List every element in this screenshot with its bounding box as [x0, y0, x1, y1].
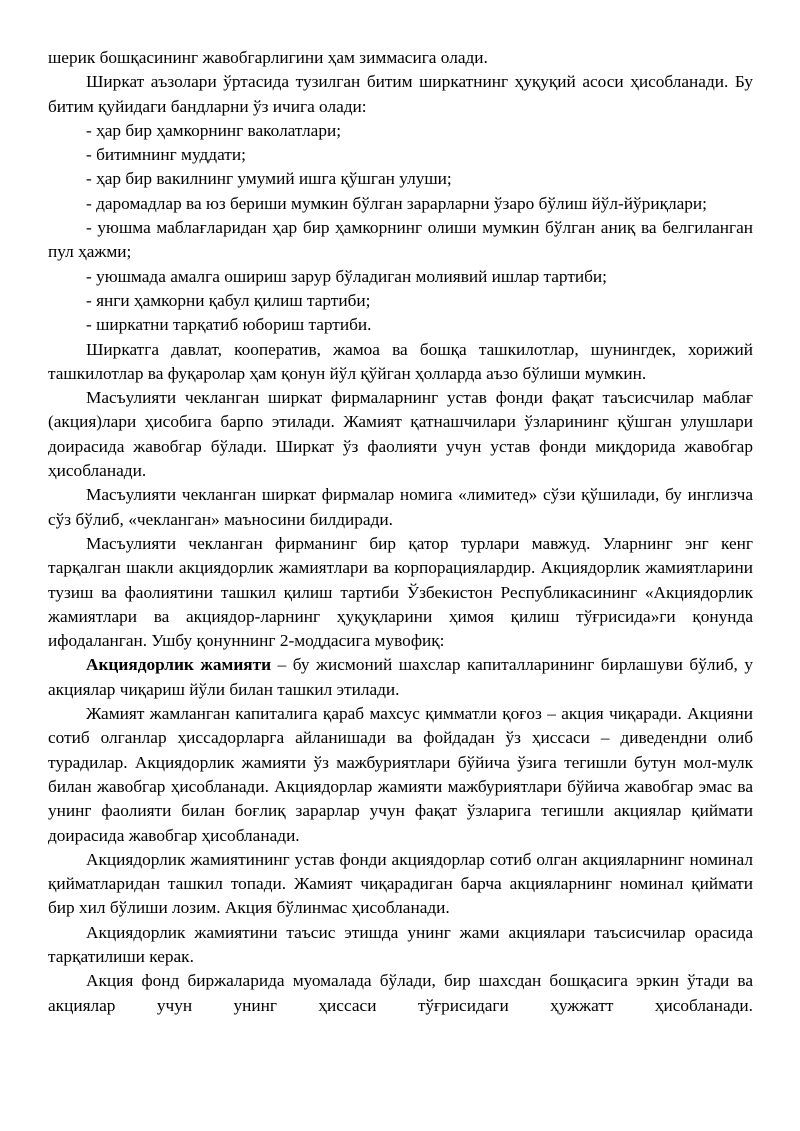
paragraph-founders: Акциядорлик жамиятини таъсис этишда унинг жами акциялари таъсисчилар орасида тарқатилиши керак. — [48, 922, 753, 966]
paragraph-membership: Ширкатга давлат, кооператив, жамоа ва бошқа ташкилотлар, шунингдек, хорижий ташкилотлар ва фуқаролар ҳам қонун йўл қўйган ҳолларда аъзо бўлиши мумкин. — [48, 339, 753, 383]
list-item: - даромадлар ва юз бериши мумкин бўлган зарарларни ўзаро бўлиш йўл-йўриқлари; — [86, 193, 707, 213]
paragraph-shares: Жамият жамланган капиталига қараб махсус қимматли қоғоз – акция чиқаради. Акцияни сотиб олганлар ҳиссадорларга айланишади ва фойдадан ўз ҳиссаси – диведендни олиб турадилар. Акциядорлик жамияти ўз мажбуриятлари бўйича ўзига тегишли бутун мол-мулк билан жавобгар ҳисобланади. Акциядорлар жамияти мажбуриятлари бўйича жавобгар эмас ва унинг фаолияти билан боғлиқ зарарлар учун фақат ўзларига тегишли акциялар қиймати доирасида жавобгар ҳисобланади. — [48, 704, 753, 845]
paragraph-definition — [48, 653, 753, 702]
list-item: - уюшмада амалга ошириш зарур бўладиган молиявий ишлар тартиби; — [86, 266, 607, 286]
paragraph-agreement-intro: Ширкат аъзолари ўртасида тузилган битим ширкатнинг ҳуқуқий асоси ҳисобланади. Бу битим қуйидаги бандларни ўз ичига олади: — [48, 72, 753, 116]
list-item: - битимнинг муддати; — [86, 145, 246, 165]
paragraph-continuation: шерик бошқасининг жавобгарлигини ҳам зиммасига олади. — [48, 48, 488, 67]
list-item: - ҳар бир вакилнинг умумий ишга қўшган улуши; — [86, 169, 452, 189]
list-item: - янги ҳамкорни қабул қилиш тартиби; — [86, 290, 371, 310]
paragraph-nominal-value: Акциядорлик жамиятининг устав фонди акциядорлар сотиб олган акцияларнинг номинал қийматларидан ташкил топади. Жамият чиқарадиган барча акцияларнинг номинал қиймати бир хил бўлиши лозим. Акция бўлинмас ҳисобланади. — [48, 849, 753, 918]
definition-text: – бу жисмоний шахслар капиталларининг бирлашуви бўлиб, у акциялар чиқариш йўли билан ташкил этилади. — [48, 655, 754, 699]
document-page — [48, 46, 753, 1018]
paragraph-limited: Масъулияти чекланган ширкат фирмалар номига «лимитед» сўзи қўшилади, бу инглизча сўз бўлиб, «чекланган» маъносини билдиради. — [48, 485, 753, 529]
list-item: - ширкатни тарқатиб юбориш тартиби. — [86, 315, 372, 335]
list-item: - ҳар бир ҳамкорнинг ваколатлари; — [86, 120, 342, 140]
list-item: - уюшма маблағларидан ҳар бир ҳамкорнинг олиши мумкин бўлган аниқ ва белгиланган пул ҳажми; — [48, 218, 753, 262]
paragraph-stock-exchange: Акция фонд биржаларида муомалада бўлади, бир шахсдан бошқасига эркин ўтади ва акциялар учун унинг ҳиссаси тўғрисидаги ҳужжатт ҳисобланади. — [48, 971, 753, 1015]
paragraph-charter-fund: Масъулияти чекланган ширкат фирмаларнинг устав фонди фақат таъсисчилар маблағ (акция)лари ҳисобига барпо этилади. Жамият қатнашчилари ўзларининг қўшган улушлари доирасида жавобгар бўлади. Ширкат ўз фаолияти учун устав фонди миқдорида жавобгар ҳисобланади. — [48, 388, 753, 481]
paragraph-types: Масъулияти чекланган фирманинг бир қатор турлари мавжуд. Уларнинг энг кенг тарқалган шакли акциядорлик жамиятлари ва корпорациялардир. Акциядорлик жамиятларини тузиш ва фаолиятини ташкил қилиш тартиби Ўзбекистон Республикасининг «Акциядорлик жамиятлари ва акциядор-ларнинг ҳуқуқларини ҳимоя қилиш тўғрисида»ги қонунда ифодаланган. Ушбу қонуннинг 2-моддасига мувофиқ: — [48, 533, 753, 651]
term-joint-stock-company: Акциядорлик жамияти — [86, 655, 272, 675]
